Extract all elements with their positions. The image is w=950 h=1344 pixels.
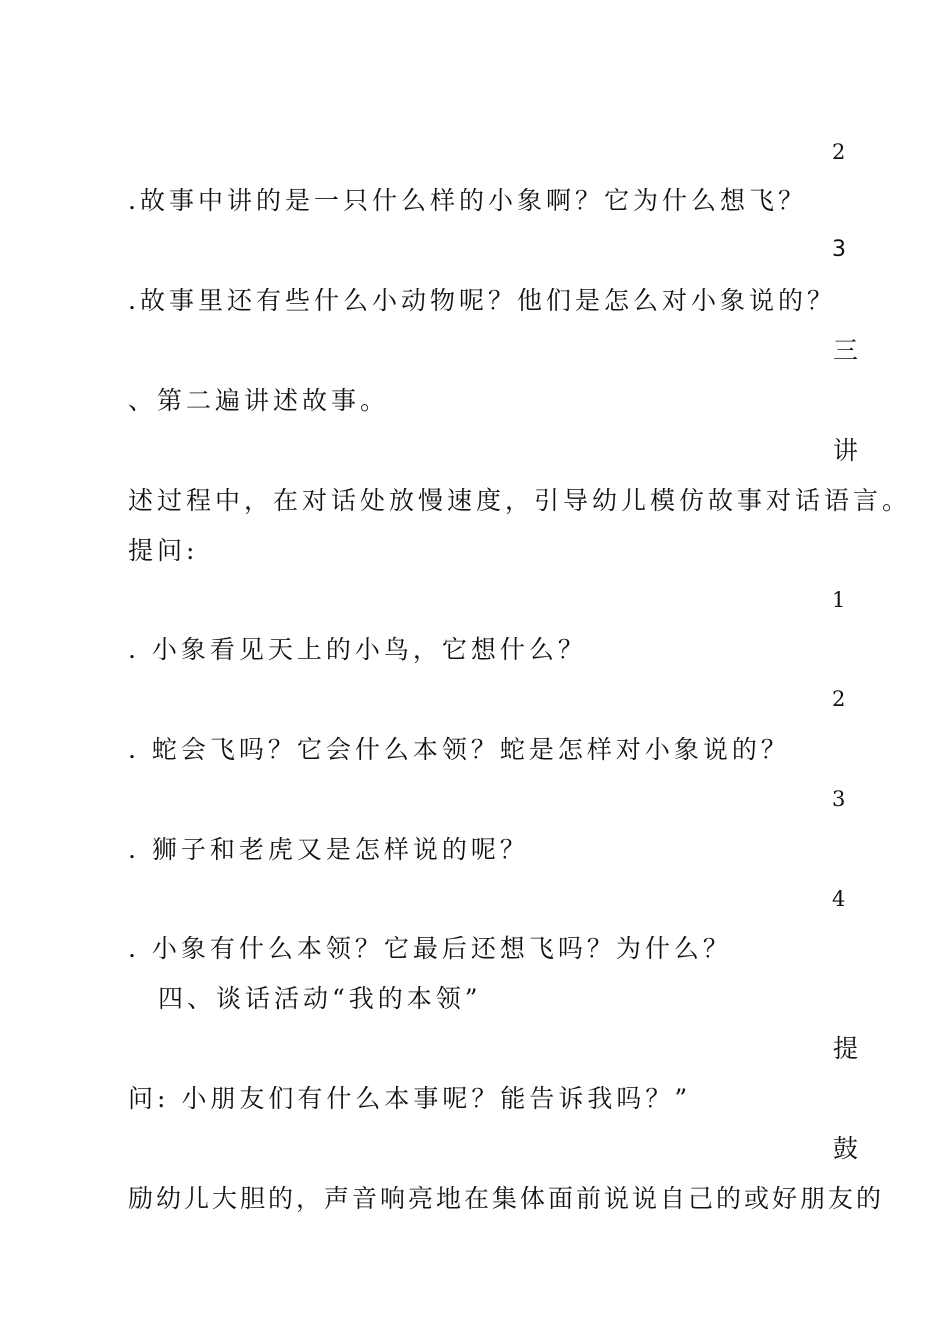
section-heading: 、第二遍讲述故事。 [128, 386, 390, 415]
question-line: .故事中讲的是一只什么样的小象啊？它为什么想飞？ [128, 186, 807, 215]
list-number: 2 [832, 687, 846, 711]
prompt-label: 提问: [128, 536, 199, 565]
paragraph-line: 问: 小朋友们有什么本事呢？能告诉我吗？” [128, 1084, 692, 1113]
paragraph-line: 励幼儿大胆的，声音响亮地在集体面前说说自己的或好朋友的 [128, 1184, 885, 1213]
section-heading: 四、谈话活动“我的本领” [158, 984, 482, 1013]
list-number: 2 [832, 140, 846, 164]
paragraph-first-char: 提 [833, 1034, 859, 1063]
list-number: 3 [832, 787, 846, 811]
section-number: 三 [833, 336, 859, 365]
list-number: 1 [832, 588, 846, 612]
question-line: . 小象有什么本领？它最后还想飞吗？为什么？ [128, 934, 732, 963]
paragraph-line: 述过程中，在对话处放慢速度，引导幼儿模仿故事对话语言。 [128, 486, 912, 515]
question-line: . 小象看见天上的小鸟，它想什么？ [128, 635, 587, 664]
question-line: . 狮子和老虎又是怎样说的呢？ [128, 835, 529, 864]
question-line: .故事里还有些什么小动物呢？他们是怎么对小象说的？ [128, 286, 836, 315]
question-line: . 蛇会飞吗？它会什么本领？蛇是怎样对小象说的？ [128, 735, 790, 764]
list-number: 3 [832, 237, 846, 262]
paragraph-first-char: 鼓 [833, 1134, 859, 1163]
list-number: 4 [832, 887, 846, 911]
paragraph-first-char: 讲 [833, 436, 859, 465]
